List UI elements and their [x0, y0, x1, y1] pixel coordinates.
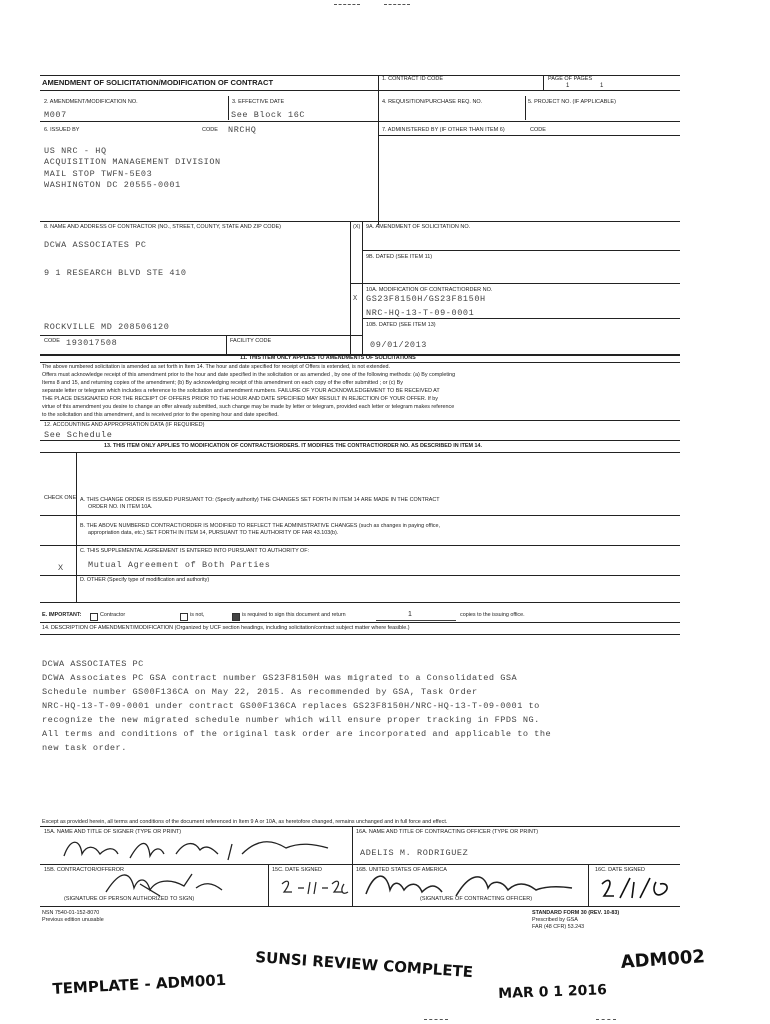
template-stamp: TEMPLATE - ADM001 — [52, 970, 227, 998]
standard-form-text: STANDARD FORM 30 (REV. 10-83) — [532, 910, 620, 916]
issued-by-code: NRCHQ — [228, 125, 257, 135]
important-is-required: is required to sign this document and return — [242, 612, 346, 618]
dated-9b-label: 9B. DATED (SEE ITEM 11) — [366, 254, 433, 260]
contract-id-label: 1. CONTRACT ID CODE — [382, 76, 444, 82]
accounting-value: See Schedule — [44, 430, 113, 440]
modification-contract-label: 10A. MODIFICATION OF CONTRACT/ORDER NO. — [366, 287, 493, 293]
important-label: E. IMPORTANT: — [42, 612, 82, 618]
description-line-3: Schedule number GS00F136CA on May 22, 2015. As recommended by GSA, Task Order — [42, 687, 478, 697]
project-no-label: 5. PROJECT NO. (IF APPLICABLE) — [528, 99, 616, 105]
modification-contract-value-1: GS23F8150H/GS23F8150H — [366, 294, 486, 304]
form-title: AMENDMENT OF SOLICITATION/MODIFICATION OF CONTRACT — [42, 78, 274, 87]
item13-header: 13. THIS ITEM ONLY APPLIES TO MODIFICATION OF CONTRACTS/ORDERS. IT MODIFIES THE CONTRACT/ORDER NO. AS DESCRIBED IN ITEM 14. — [104, 443, 482, 449]
item11-text-2: Offers must acknowledge receipt of this amendment prior to the hour and date specified in the solicitation or as amended , by one of the following methods: (a) By completing — [42, 372, 456, 378]
requisition-label: 4. REQUISITION/PURCHASE REQ. NO. — [382, 99, 483, 105]
signer-name-handwriting — [60, 834, 350, 864]
effective-date-label: 3. EFFECTIVE DATE — [232, 99, 285, 105]
amendment-no-value: M007 — [44, 110, 67, 120]
box-10a-check: X — [353, 295, 358, 303]
item11-text-5: THE PLACE DESIGNATED FOR THE RECEIPT OF OFFERS PRIOR TO THE HOUR AND DATE SPECIFIED MAY RESULT IN REJECTION OF YOUR OFFER. If by — [42, 396, 438, 402]
officer-date-handwriting — [598, 874, 678, 904]
amendment-solicitation-label: 9A. AMENDMENT OF SOLICITATION NO. — [366, 224, 471, 230]
issuer-line-3: MAIL STOP TWFN-5E03 — [44, 169, 153, 179]
effective-date-value: See Block 16C — [231, 110, 306, 120]
officer-signature-handwriting — [360, 868, 580, 902]
item11-text-4: separate letter or telegram which includes a reference to the solicitation and amendment numbers. FAILURE OF YOUR ACKNOWLEDGEMENT TO BE RECEIVED AT — [42, 388, 440, 394]
item13-b-text: B. THE ABOVE NUMBERED CONTRACT/ORDER IS MODIFIED TO REFLECT THE ADMINISTRATIVE CHANGES (such as changes in paying office, — [80, 523, 440, 529]
box-9a: (X) — [353, 224, 361, 230]
contractor-date-handwriting — [278, 876, 350, 900]
item11-header: 11. THIS ITEM ONLY APPLIES TO AMENDMENTS OF SOLICITATIONS — [240, 355, 416, 361]
description-line-1: DCWA ASSOCIATES PC — [42, 659, 144, 669]
officer-name-label: 16A. NAME AND TITLE OF CONTRACTING OFFICER (TYPE OR PRINT) — [356, 829, 539, 835]
usa-signature-sub: (SIGNATURE OF CONTRACTING OFFICER) — [420, 896, 533, 902]
modification-contract-value-2: NRC-HQ-13-T-09-0001 — [366, 308, 475, 318]
usa-signature-label: 16B. UNITED STATES OF AMERICA — [356, 867, 447, 873]
administered-by-label: 7. ADMINISTERED BY (IF OTHER THAN ITEM 6) — [382, 127, 505, 133]
issued-by-label: 6. ISSUED BY — [44, 127, 80, 133]
item13-c-value: Mutual Agreement of Both Parties — [88, 560, 271, 570]
signer-name-label: 15A. NAME AND TITLE OF SIGNER (TYPE OR PRINT) — [44, 829, 182, 835]
previous-edition-text: Previous edition unusable — [42, 917, 104, 923]
date-15c-label: 15C. DATE SIGNED — [272, 867, 323, 873]
date-stamp: MAR 0 1 2016 — [498, 982, 608, 1002]
description-line-7: new task order. — [42, 743, 127, 753]
important-copies: 1 — [408, 611, 412, 618]
page-number: 1 — [566, 83, 570, 89]
description-label: 14. DESCRIPTION OF AMENDMENT/MODIFICATION (Organized by UCF section headings, including solicitation/contract subject matter where feasible.) — [42, 625, 410, 631]
description-line-5: recognize the new migrated schedule number which will ensure proper tracking in FPDS NG. — [42, 715, 540, 725]
item13-c-check: X — [58, 563, 64, 573]
amendment-no-label: 2. AMENDMENT/MODIFICATION NO. — [44, 99, 138, 105]
nsn-text: NSN 7540-01-152-8070 — [42, 910, 100, 916]
item11-text-7: to the solicitation and this amendment, and is received prior to the opening hour and date specified. — [42, 412, 279, 418]
dated-10b-label: 10B. DATED (SEE ITEM 13) — [366, 322, 436, 328]
important-tail: copies to the issuing office. — [460, 612, 525, 618]
adm002-stamp: ADM002 — [620, 946, 706, 973]
except-text: Except as provided herein, all terms and conditions of the document referenced in Item 9 A or 10A, as heretofore changed, remains unchanged and in full force and effect. — [42, 819, 448, 825]
issuer-line-2: ACQUISITION MANAGEMENT DIVISION — [44, 157, 221, 167]
important-is-not: is not, — [190, 612, 205, 618]
item13-a-text-2: ORDER NO. IN ITEM 10A. — [88, 504, 153, 510]
item13-a-text: A. THIS CHANGE ORDER IS ISSUED PURSUANT TO: (Specify authority) THE CHANGES SET FORTH IN ITEM 14 ARE MADE IN THE CONTRACT — [80, 497, 440, 503]
contractor-signature-handwriting — [100, 868, 230, 898]
item11-text-1: The above numbered solicitation is amended as set forth in Item 14. The hour and date specified for receipt of Offers is extended, is not extended. — [42, 364, 391, 370]
officer-name-value: ADELIS M. RODRIGUEZ — [360, 848, 469, 858]
issued-by-code-label: CODE — [202, 127, 218, 133]
facility-code-label: FACILITY CODE — [230, 338, 272, 344]
item11-text-3: Items 8 and 15, and returning copies of the amendment; (b) By acknowledging receipt of this amendment on each copy of the offer submitted ; or (c) By — [42, 380, 403, 386]
prescribed-text: Prescribed by GSA — [532, 917, 578, 923]
description-line-2: DCWA Associates PC GSA contract number GS23F8150H was migrated to a Consolidated GSA — [42, 673, 518, 683]
description-line-4: NRC-HQ-13-T-09-0001 under contract GS00F136CA replaces GS23F8150H/NRC-HQ-13-T-09-0001 to — [42, 701, 540, 711]
contractor-label: 8. NAME AND ADDRESS OF CONTRACTOR (NO., STREET, COUNTY, STATE AND ZIP CODE) — [44, 224, 281, 230]
item13-b-text-2: appropriation data, etc.) SET FORTH IN ITEM 14, PURSUANT TO THE AUTHORITY OF FAR 43.103(b). — [88, 530, 339, 536]
important-contractor: Contractor — [100, 612, 126, 618]
contractor-city: ROCKVILLE MD 208506120 — [44, 322, 170, 332]
contractor-line-1: DCWA ASSOCIATES PC — [44, 240, 147, 250]
item13-d-text: D. OTHER (Specify type of modification and authority) — [80, 577, 210, 583]
contractor-signature-label: 15B. CONTRACTOR/OFFEROR — [44, 867, 124, 873]
page-label: PAGE OF PAGES — [548, 76, 593, 82]
issuer-line-1: US NRC - HQ — [44, 146, 107, 156]
date-16c-label: 16C. DATE SIGNED — [595, 867, 646, 873]
item11-text-6: virtue of this amendment you desire to change an offer already submitted, such change may be made by letter or telegram, provided each letter or telegram makes reference — [42, 404, 455, 410]
accounting-label: 12. ACCOUNTING AND APPROPRIATION DATA (IF REQUIRED) — [44, 422, 205, 428]
sunsi-review-stamp: SUNSI REVIEW COMPLETE — [254, 948, 474, 982]
page-total: 1 — [600, 83, 604, 89]
issuer-line-4: WASHINGTON DC 20555-0001 — [44, 180, 181, 190]
check-one-label: CHECK ONE — [44, 495, 77, 501]
item13-c-text: C. THIS SUPPLEMENTAL AGREEMENT IS ENTERED INTO PURSUANT TO AUTHORITY OF: — [80, 548, 310, 554]
dated-10b-value: 09/01/2013 — [370, 340, 428, 350]
far-text: FAR (48 CFR) 53.243 — [532, 924, 585, 930]
contractor-code-label: CODE — [44, 338, 60, 344]
description-line-6: All terms and conditions of the original task order are incorporated and applicable to the — [42, 729, 552, 739]
contractor-line-2: 9 1 RESEARCH BLVD STE 410 — [44, 268, 187, 278]
contractor-code: 193017508 — [66, 338, 118, 348]
contractor-signature-sub: (SIGNATURE OF PERSON AUTHORIZED TO SIGN) — [64, 896, 195, 902]
administered-by-code-label: CODE — [530, 127, 546, 133]
